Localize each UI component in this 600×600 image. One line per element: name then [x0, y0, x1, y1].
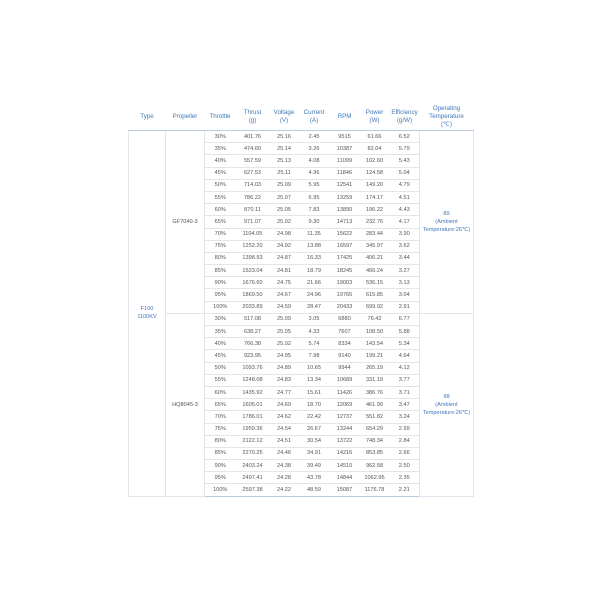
rpm-cell: 11846: [330, 167, 360, 179]
rpm-cell: 17425: [330, 252, 360, 264]
efficiency-cell: 3.04: [390, 289, 420, 301]
thrust-cell: 2122.12: [236, 435, 270, 447]
rpm-cell: 19003: [330, 277, 360, 289]
power-cell: 962.58: [360, 460, 390, 472]
efficiency-cell: 3.13: [390, 277, 420, 289]
thrust-cell: 1959.36: [236, 423, 270, 435]
thrust-cell: 971.07: [236, 216, 270, 228]
efficiency-cell: 2.21: [390, 484, 420, 496]
voltage-cell: 25.09: [270, 179, 299, 191]
throttle-cell: 35%: [205, 326, 236, 338]
thrust-cell: 1093.76: [236, 362, 270, 374]
rpm-cell: 9140: [330, 350, 360, 362]
efficiency-cell: 5.04: [390, 167, 420, 179]
propeller-cell: HQ8045-3: [166, 313, 205, 496]
power-cell: 61.66: [360, 131, 390, 143]
current-cell: 5.74: [299, 338, 330, 350]
thrust-cell: 923.95: [236, 350, 270, 362]
voltage-cell: 24.46: [270, 447, 299, 459]
efficiency-cell: 4.51: [390, 191, 420, 203]
voltage-cell: 25.11: [270, 167, 299, 179]
power-cell: 536.15: [360, 277, 390, 289]
thrust-cell: 1605.01: [236, 399, 270, 411]
voltage-cell: 25.02: [270, 216, 299, 228]
voltage-cell: 24.81: [270, 265, 299, 277]
thrust-cell: 1786.01: [236, 411, 270, 423]
rpm-cell: 11099: [330, 155, 360, 167]
thrust-cell: 786.22: [236, 191, 270, 203]
throttle-cell: 85%: [205, 265, 236, 277]
column-header-propeller: Propeller: [166, 104, 205, 131]
throttle-cell: 45%: [205, 350, 236, 362]
voltage-cell: 25.02: [270, 338, 299, 350]
efficiency-cell: 6.52: [390, 131, 420, 143]
throttle-cell: 60%: [205, 386, 236, 398]
power-cell: 102.60: [360, 155, 390, 167]
voltage-cell: 25.07: [270, 191, 299, 203]
thrust-cell: 1398.93: [236, 252, 270, 264]
current-cell: 39.49: [299, 460, 330, 472]
power-cell: 143.54: [360, 338, 390, 350]
throttle-cell: 95%: [205, 289, 236, 301]
efficiency-cell: 4.64: [390, 350, 420, 362]
current-cell: 43.78: [299, 472, 330, 484]
voltage-cell: 24.54: [270, 423, 299, 435]
propeller-cell: GF7040-3: [166, 131, 205, 314]
efficiency-cell: 6.77: [390, 313, 420, 325]
efficiency-cell: 4.17: [390, 216, 420, 228]
power-cell: 466.24: [360, 265, 390, 277]
table-row: [129, 313, 474, 325]
throttle-cell: 40%: [205, 155, 236, 167]
rpm-cell: 20433: [330, 301, 360, 313]
thrust-cell: 401.76: [236, 131, 270, 143]
voltage-cell: 24.38: [270, 460, 299, 472]
operating-temperature-cell: 89 (Ambient Temperature:26℃): [420, 131, 474, 314]
power-cell: 331.19: [360, 374, 390, 386]
thrust-cell: 557.59: [236, 155, 270, 167]
current-cell: 28.47: [299, 301, 330, 313]
voltage-cell: 25.05: [270, 326, 299, 338]
throttle-cell: 70%: [205, 411, 236, 423]
power-cell: 1176.78: [360, 484, 390, 496]
rpm-cell: 12737: [330, 411, 360, 423]
rpm-cell: 13890: [330, 204, 360, 216]
efficiency-cell: 4.79: [390, 179, 420, 191]
table-row: [129, 131, 474, 143]
table-body: [129, 131, 474, 497]
current-cell: 26.67: [299, 423, 330, 435]
thrust-cell: 2403.24: [236, 460, 270, 472]
throttle-cell: 100%: [205, 484, 236, 496]
rpm-cell: 13259: [330, 191, 360, 203]
voltage-cell: 24.89: [270, 362, 299, 374]
throttle-cell: 65%: [205, 399, 236, 411]
power-cell: 82.04: [360, 143, 390, 155]
rpm-cell: 16597: [330, 240, 360, 252]
efficiency-cell: 3.77: [390, 374, 420, 386]
rpm-cell: 15622: [330, 228, 360, 240]
efficiency-cell: 2.50: [390, 460, 420, 472]
throttle-cell: 30%: [205, 313, 236, 325]
rpm-cell: 12069: [330, 399, 360, 411]
power-cell: 699.92: [360, 301, 390, 313]
rpm-cell: 14510: [330, 460, 360, 472]
rpm-cell: 10387: [330, 143, 360, 155]
voltage-cell: 25.14: [270, 143, 299, 155]
throttle-cell: 65%: [205, 216, 236, 228]
throttle-cell: 30%: [205, 131, 236, 143]
current-cell: 13.88: [299, 240, 330, 252]
power-cell: 748.34: [360, 435, 390, 447]
thrust-cell: 1104.05: [236, 228, 270, 240]
throttle-cell: 75%: [205, 240, 236, 252]
column-header-throttle: Throttle: [205, 104, 236, 131]
efficiency-cell: 4.43: [390, 204, 420, 216]
column-header-rpm: RPM: [330, 104, 360, 131]
voltage-cell: 24.92: [270, 240, 299, 252]
current-cell: 18.70: [299, 399, 330, 411]
thrust-cell: 2597.38: [236, 484, 270, 496]
column-header-thrust: Thrust (g): [236, 104, 270, 131]
throttle-cell: 85%: [205, 447, 236, 459]
current-cell: 3.05: [299, 313, 330, 325]
thrust-cell: 1252.20: [236, 240, 270, 252]
current-cell: 11.35: [299, 228, 330, 240]
rpm-cell: 8334: [330, 338, 360, 350]
power-cell: 124.58: [360, 167, 390, 179]
column-header-efficiency: Efficiency (g/W): [390, 104, 420, 131]
voltage-cell: 24.51: [270, 435, 299, 447]
column-header-power: Power (W): [360, 104, 390, 131]
voltage-cell: 24.22: [270, 484, 299, 496]
current-cell: 18.79: [299, 265, 330, 277]
efficiency-cell: 4.12: [390, 362, 420, 374]
thrust-cell: 714.03: [236, 179, 270, 191]
throttle-cell: 35%: [205, 143, 236, 155]
voltage-cell: 24.95: [270, 350, 299, 362]
column-header-temperature: Operating Temperature (℃): [420, 104, 474, 131]
efficiency-cell: 3.90: [390, 228, 420, 240]
throttle-cell: 70%: [205, 228, 236, 240]
power-cell: 199.21: [360, 350, 390, 362]
throttle-cell: 100%: [205, 301, 236, 313]
rpm-cell: 13244: [330, 423, 360, 435]
voltage-cell: 25.09: [270, 313, 299, 325]
throttle-cell: 90%: [205, 460, 236, 472]
thrust-cell: 1869.50: [236, 289, 270, 301]
voltage-cell: 24.28: [270, 472, 299, 484]
efficiency-cell: 2.66: [390, 447, 420, 459]
rpm-cell: 7607: [330, 326, 360, 338]
current-cell: 48.59: [299, 484, 330, 496]
motor-test-table: [128, 104, 474, 497]
power-cell: 232.76: [360, 216, 390, 228]
efficiency-cell: 5.79: [390, 143, 420, 155]
efficiency-cell: 5.43: [390, 155, 420, 167]
voltage-cell: 24.67: [270, 289, 299, 301]
power-cell: 76.42: [360, 313, 390, 325]
power-cell: 386.76: [360, 386, 390, 398]
current-cell: 6.95: [299, 191, 330, 203]
current-cell: 21.66: [299, 277, 330, 289]
power-cell: 283.44: [360, 228, 390, 240]
power-cell: 1062.95: [360, 472, 390, 484]
efficiency-cell: 3.44: [390, 252, 420, 264]
thrust-cell: 474.60: [236, 143, 270, 155]
voltage-cell: 24.98: [270, 228, 299, 240]
power-cell: 551.82: [360, 411, 390, 423]
rpm-cell: 19765: [330, 289, 360, 301]
current-cell: 5.95: [299, 179, 330, 191]
rpm-cell: 9944: [330, 362, 360, 374]
current-cell: 7.83: [299, 204, 330, 216]
power-cell: 853.85: [360, 447, 390, 459]
efficiency-cell: 2.91: [390, 301, 420, 313]
throttle-cell: 80%: [205, 435, 236, 447]
thrust-cell: 627.53: [236, 167, 270, 179]
power-cell: 149.20: [360, 179, 390, 191]
thrust-cell: 2270.25: [236, 447, 270, 459]
rpm-cell: 15087: [330, 484, 360, 496]
current-cell: 30.54: [299, 435, 330, 447]
column-header-type: Type: [129, 104, 166, 131]
throttle-cell: 55%: [205, 374, 236, 386]
throttle-cell: 95%: [205, 472, 236, 484]
current-cell: 4.08: [299, 155, 330, 167]
throttle-cell: 75%: [205, 423, 236, 435]
power-cell: 406.21: [360, 252, 390, 264]
efficiency-cell: 2.35: [390, 472, 420, 484]
motor-test-table-container: [128, 104, 473, 497]
rpm-cell: 14713: [330, 216, 360, 228]
current-cell: 9.30: [299, 216, 330, 228]
throttle-cell: 90%: [205, 277, 236, 289]
thrust-cell: 517.08: [236, 313, 270, 325]
voltage-cell: 24.83: [270, 374, 299, 386]
efficiency-cell: 3.47: [390, 399, 420, 411]
efficiency-cell: 3.24: [390, 411, 420, 423]
current-cell: 22.42: [299, 411, 330, 423]
current-cell: 3.26: [299, 143, 330, 155]
thrust-cell: 766.38: [236, 338, 270, 350]
current-cell: 34.91: [299, 447, 330, 459]
throttle-cell: 50%: [205, 179, 236, 191]
thrust-cell: 2033.89: [236, 301, 270, 313]
voltage-cell: 24.75: [270, 277, 299, 289]
voltage-cell: 24.77: [270, 386, 299, 398]
rpm-cell: 11426: [330, 386, 360, 398]
rpm-cell: 18245: [330, 265, 360, 277]
voltage-cell: 24.87: [270, 252, 299, 264]
voltage-cell: 25.05: [270, 204, 299, 216]
current-cell: 7.98: [299, 350, 330, 362]
rpm-cell: 9515: [330, 131, 360, 143]
efficiency-cell: 2.99: [390, 423, 420, 435]
power-cell: 654.29: [360, 423, 390, 435]
operating-temperature-cell: 98 (Ambient Temperature:26℃): [420, 313, 474, 496]
power-cell: 174.17: [360, 191, 390, 203]
rpm-cell: 14844: [330, 472, 360, 484]
current-cell: 13.34: [299, 374, 330, 386]
current-cell: 4.96: [299, 167, 330, 179]
throttle-cell: 55%: [205, 191, 236, 203]
throttle-cell: 45%: [205, 167, 236, 179]
power-cell: 345.97: [360, 240, 390, 252]
rpm-cell: 10689: [330, 374, 360, 386]
current-cell: 4.33: [299, 326, 330, 338]
thrust-cell: 870.11: [236, 204, 270, 216]
power-cell: 108.50: [360, 326, 390, 338]
efficiency-cell: 3.71: [390, 386, 420, 398]
power-cell: 615.85: [360, 289, 390, 301]
voltage-cell: 24.59: [270, 301, 299, 313]
throttle-cell: 60%: [205, 204, 236, 216]
motor-type-cell: F100 1100KV: [129, 131, 166, 497]
current-cell: 16.33: [299, 252, 330, 264]
current-cell: 24.96: [299, 289, 330, 301]
voltage-cell: 24.69: [270, 399, 299, 411]
column-header-voltage: Voltage (V): [270, 104, 299, 131]
thrust-cell: 1523.04: [236, 265, 270, 277]
thrust-cell: 2497.41: [236, 472, 270, 484]
rpm-cell: 6880: [330, 313, 360, 325]
efficiency-cell: 3.62: [390, 240, 420, 252]
voltage-cell: 24.62: [270, 411, 299, 423]
power-cell: 196.22: [360, 204, 390, 216]
thrust-cell: 1248.08: [236, 374, 270, 386]
column-header-current: Current (A): [299, 104, 330, 131]
current-cell: 10.65: [299, 362, 330, 374]
voltage-cell: 25.13: [270, 155, 299, 167]
throttle-cell: 80%: [205, 252, 236, 264]
efficiency-cell: 5.88: [390, 326, 420, 338]
power-cell: 265.19: [360, 362, 390, 374]
thrust-cell: 1435.92: [236, 386, 270, 398]
current-cell: 15.61: [299, 386, 330, 398]
efficiency-cell: 2.84: [390, 435, 420, 447]
efficiency-cell: 3.27: [390, 265, 420, 277]
throttle-cell: 50%: [205, 362, 236, 374]
rpm-cell: 14216: [330, 447, 360, 459]
rpm-cell: 13722: [330, 435, 360, 447]
thrust-cell: 1676.60: [236, 277, 270, 289]
thrust-cell: 638.27: [236, 326, 270, 338]
voltage-cell: 25.16: [270, 131, 299, 143]
throttle-cell: 40%: [205, 338, 236, 350]
current-cell: 2.45: [299, 131, 330, 143]
power-cell: 461.90: [360, 399, 390, 411]
table-header-row: [129, 104, 474, 131]
efficiency-cell: 5.34: [390, 338, 420, 350]
rpm-cell: 12541: [330, 179, 360, 191]
